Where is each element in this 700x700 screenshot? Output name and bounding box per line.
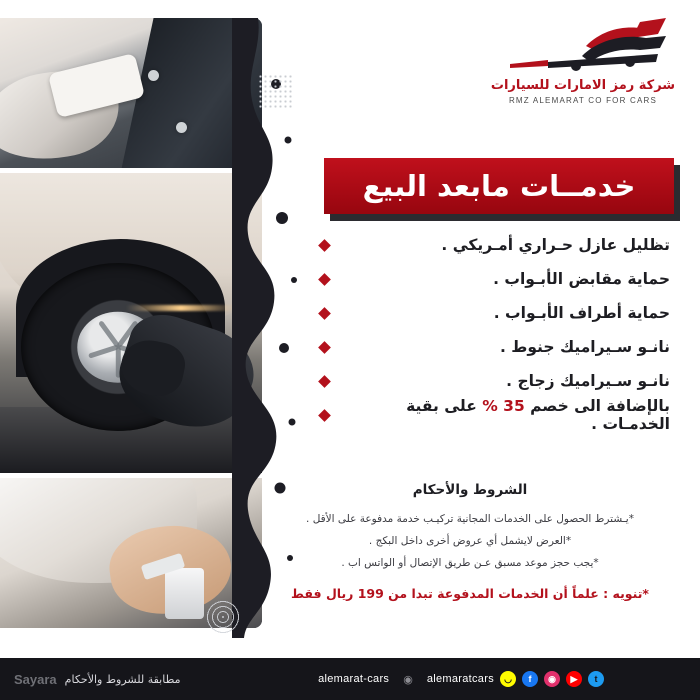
twitter-icon[interactable]: t [588, 671, 604, 687]
logo-arabic-name: شركة رمز الامارات للسيارات [490, 78, 676, 93]
social-icons [318, 671, 604, 687]
service-label: تظليل عازل حـراري أمـريكي . [441, 236, 670, 254]
terms-note: *تنويه : علماً أن الخدمات المدفوعة تبدا من 199 ريال فقط [291, 586, 649, 602]
handle-separator: ◉ [403, 672, 413, 686]
company-logo [488, 16, 678, 105]
dot-grid-decoration [258, 74, 292, 108]
service-label: نانـو سـيراميك جنوط . [499, 338, 670, 356]
diamond-bullet-icon [318, 239, 331, 252]
diamond-bullet-icon [318, 307, 331, 320]
footer-bar [0, 658, 700, 700]
service-label: حماية أطراف الأبـواب . [493, 304, 670, 322]
service-item [320, 296, 670, 330]
discount-item [320, 398, 670, 432]
photo-1-highlight [148, 70, 159, 81]
service-item [320, 228, 670, 262]
diamond-bullet-icon [318, 273, 331, 286]
service-label: نانـو سـيراميك زجاج . [506, 372, 670, 390]
logo-english-name: RMZ ALEMARAT CO FOR CARS [508, 96, 658, 105]
social-handle[interactable]: alemaratcars [426, 673, 494, 685]
terms-item: *يـشترط الحصول على الخدمات المجانية تركيـب خدمة مدفوعة على الأقل . [306, 513, 634, 525]
terms-heading: الشروط والأحكام [412, 482, 528, 498]
secondary-handle[interactable]: alemarat-cars [318, 673, 390, 685]
diamond-bullet-icon [318, 409, 331, 422]
youtube-icon[interactable]: ▶ [566, 671, 582, 687]
terms-item: *العرض لايشمل أي عروض أخرى داخل البكج . [368, 535, 572, 548]
discount-suffix: على بقية الخدمـات . [406, 397, 670, 433]
footer-right-group [0, 672, 180, 687]
banner-title: خدمــات مابعد البيع [362, 169, 636, 203]
diamond-bullet-icon [318, 375, 331, 388]
facebook-icon[interactable]: f [522, 671, 538, 687]
service-item [320, 364, 670, 398]
photo-wheel-detailing [0, 173, 262, 473]
discount-label [339, 397, 670, 433]
service-item [320, 330, 670, 364]
tow-truck-logo-icon [490, 16, 676, 72]
snapchat-icon[interactable]: ◡ [500, 671, 516, 687]
service-item [320, 262, 670, 296]
footer-terms-note: مطابقة للشروط والأحكام [64, 672, 181, 686]
services-list [320, 228, 670, 432]
service-label: حماية مقابض الأبـواب . [493, 270, 670, 288]
spiral-decoration [206, 600, 240, 634]
photo-2-light-streak [126, 305, 236, 311]
terms-item: *يجب حجز موعد مسبق عـن طريق الإتصال أو الواتس اب . [341, 557, 599, 570]
instagram-icon[interactable]: ◉ [544, 671, 560, 687]
photo-1-highlight [176, 122, 187, 133]
title-banner [324, 158, 674, 214]
discount-prefix: بالإضافة الى خصم [530, 397, 670, 415]
photo-column [0, 18, 268, 638]
photo-polishing-panel [0, 18, 262, 168]
watermark-logo: Sayara [14, 671, 57, 687]
diamond-bullet-icon [318, 341, 331, 354]
photo-3-spray-bottle [165, 568, 204, 619]
terms-section [270, 482, 670, 601]
discount-percent: 35 % [482, 397, 525, 415]
